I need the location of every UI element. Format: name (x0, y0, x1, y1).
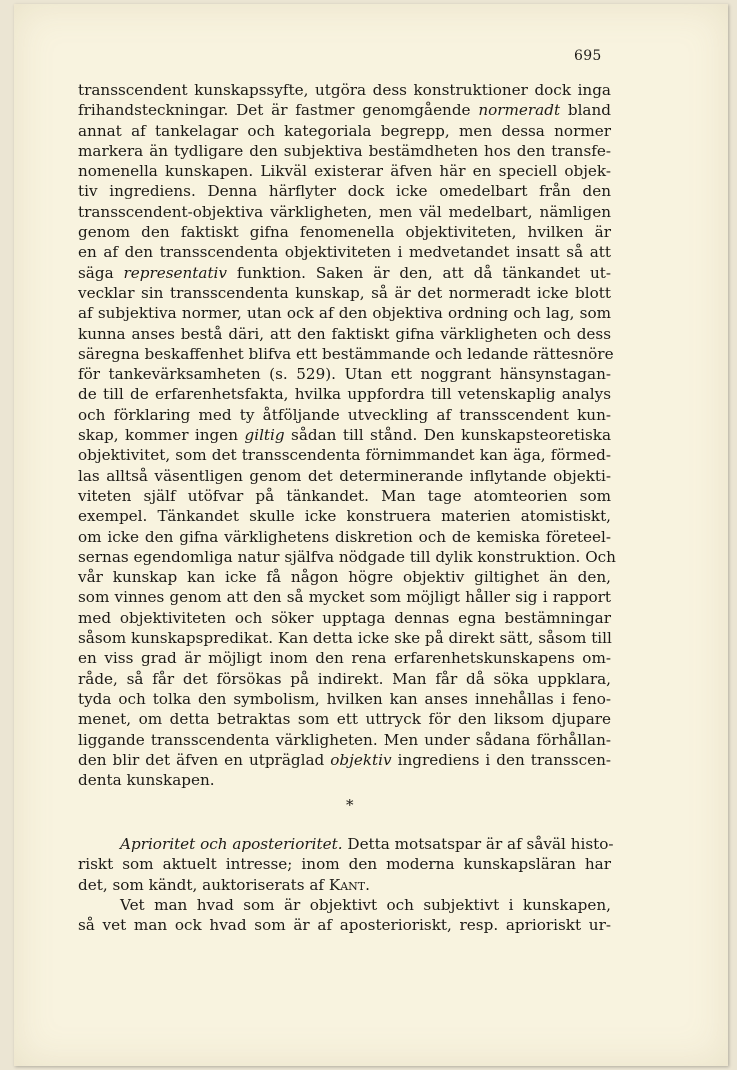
text-line (78, 283, 611, 303)
body-paragraph-main (78, 80, 616, 790)
text-run: om icke den gifna värklighetens diskretion och de kemiska företeel- (78, 527, 611, 546)
text-line (78, 730, 611, 750)
text-line (78, 506, 611, 526)
text-line (78, 445, 611, 465)
text-line (78, 608, 611, 628)
text-line (78, 628, 611, 648)
text-line (78, 222, 611, 242)
text-line (78, 161, 611, 181)
text-run: annat af tankelagar och kategoriala begrepp, men dessa normer (78, 121, 611, 140)
text-line (78, 750, 611, 770)
text-run: vår kunskap kan icke få någon högre objektiv giltighet än den, (78, 568, 611, 587)
text-line (78, 895, 611, 915)
text-run: exempel. Tänkandet skulle icke konstruera materien atomistiskt, (78, 507, 611, 526)
book-page (14, 4, 728, 1066)
italic-term: objektiv (330, 750, 392, 769)
text-run: ingrediens i den transscen- (391, 750, 611, 769)
text-run: de till de erfarenhetsfakta, hvilka uppfordra till vetenskaplig analys (78, 385, 611, 404)
text-line (78, 854, 611, 874)
text-line (78, 181, 611, 201)
italic-term: giltig (244, 426, 285, 445)
text-run: Vet man hvad som är objektivt och subjektivt i kunskapen, (120, 895, 611, 914)
text-run: bland (560, 101, 611, 120)
text-line (78, 486, 611, 506)
text-line (78, 669, 611, 689)
text-line (78, 121, 611, 141)
text-run: menet, om detta betraktas som ett uttryck för den liksom djupare (78, 710, 611, 729)
text-run: denta kunskapen. (78, 771, 215, 790)
text-run: frihandsteckningar. Det är fastmer genomgående (78, 101, 479, 120)
text-run: så vet man ock hvad som är af aposterioriskt, resp. aprioriskt ur- (78, 916, 611, 935)
text-line (78, 466, 611, 486)
text-line (78, 344, 614, 364)
text-line (78, 303, 611, 323)
text-run: det, som kändt, auktoriserats af (78, 875, 329, 894)
text-line (78, 141, 611, 161)
text-run: af subjektiva normer, utan ock af den objektiva ordning och lag, som (78, 304, 611, 323)
text-line (78, 242, 611, 262)
text-line (78, 80, 611, 100)
text-run: för tankevärksamheten (s. 529). Utan ett noggrant hänsynstagan- (78, 365, 611, 384)
text-line (78, 384, 611, 404)
text-run: den blir det äfven en utpräglad (78, 750, 331, 769)
text-line (78, 567, 611, 587)
text-line (78, 915, 611, 935)
text-run: transscendent-objektiva värkligheten, men väl medelbart, nämligen (78, 202, 611, 221)
text-line (78, 709, 611, 729)
text-run: . (365, 875, 370, 894)
text-line (78, 648, 611, 668)
text-line (78, 875, 611, 895)
text-line (78, 202, 611, 222)
text-run: säga (78, 263, 124, 282)
text-run: som vinnes genom att den så mycket som möjligt håller sig i rapport (78, 588, 611, 607)
italic-term: representativ (123, 263, 227, 282)
text-run: såsom kunskapspredikat. Kan detta icke ske på direkt sätt, såsom till (78, 629, 612, 648)
text-line (78, 425, 611, 445)
text-run: tiv ingrediens. Denna härflyter dock icke omedelbart från den (78, 182, 611, 201)
text-run: skap, kommer ingen (78, 426, 245, 445)
text-run: funktion. Saken är den, att då tänkandet ut- (226, 263, 611, 282)
text-line (78, 834, 614, 854)
text-run: en af den transscendenta objektiviteten i medvetandet insatt så att (78, 243, 611, 262)
text-line (78, 263, 611, 283)
text-run: sernas egendomliga natur själfva nödgade till dylik konstruktion. Och (78, 547, 616, 566)
text-line (78, 527, 611, 547)
text-run: liggande transscendenta värkligheten. Men under sådana förhållan- (78, 730, 611, 749)
text-run: genom den faktiskt gifna fenomenella objektiviteten, hvilken är (78, 223, 611, 242)
text-line (78, 770, 611, 790)
text-run: kunna anses bestå däri, att den faktiskt gifna värkligheten och dess (78, 324, 611, 343)
text-line (78, 405, 611, 425)
italic-term: normeradt (478, 101, 561, 120)
text-run: med objektiviteten och söker upptaga dennas egna bestämningar (78, 608, 611, 627)
text-line (78, 100, 611, 120)
text-run: las alltså väsentligen genom det determinerande inflytande objekti- (78, 466, 611, 485)
small-caps-name: Kant (328, 875, 366, 894)
text-line (78, 324, 611, 344)
text-run: sådan till stånd. Den kunskapsteoretiska (284, 426, 611, 445)
text-run: riskt som aktuelt intresse; inom den moderna kunskapsläran har (78, 855, 611, 874)
text-line (78, 547, 616, 567)
text-run: råde, så får det försökas på indirekt. Man får då söka uppklara, (78, 669, 611, 688)
text-run: nomenella kunskapen. Likväl existerar äfven här en speciell objek- (78, 162, 611, 181)
text-run: vecklar sin transscendenta kunskap, så är det normeradt icke blott (78, 283, 611, 302)
text-run: säregna beskaffenhet blifva ett bestämmande och ledande rättesnöre (78, 344, 614, 363)
text-line (78, 587, 611, 607)
italic-term: Aprioritet och aposterioritet. (120, 835, 343, 853)
page-number: 695 (574, 48, 602, 64)
text-run: en viss grad är möjligt inom den rena erfarenhetskunskapens om- (78, 649, 611, 668)
text-run: markera än tydligare den subjektiva bestämdheten hos den transfe- (78, 141, 611, 160)
text-run: viteten själf utöfvar på tänkandet. Man tage atomteorien som (78, 486, 611, 505)
section-separator: * (346, 796, 354, 814)
text-run: objektivitet, som det transscendenta förnimmandet kan äga, förmed- (78, 446, 611, 465)
text-line (78, 689, 611, 709)
text-run: och förklaring med ty åtföljande utveckling af transscendent kun- (78, 405, 611, 424)
text-run: tyda och tolka den symbolism, hvilken kan anses innehållas i feno- (78, 689, 611, 708)
text-line (78, 364, 611, 384)
text-run: Detta motsatspar är af såväl histo- (342, 835, 614, 853)
body-paragraph-apriority (78, 834, 614, 935)
text-run: transscendent kunskapssyfte, utgöra dess konstruktioner dock inga (78, 81, 611, 99)
